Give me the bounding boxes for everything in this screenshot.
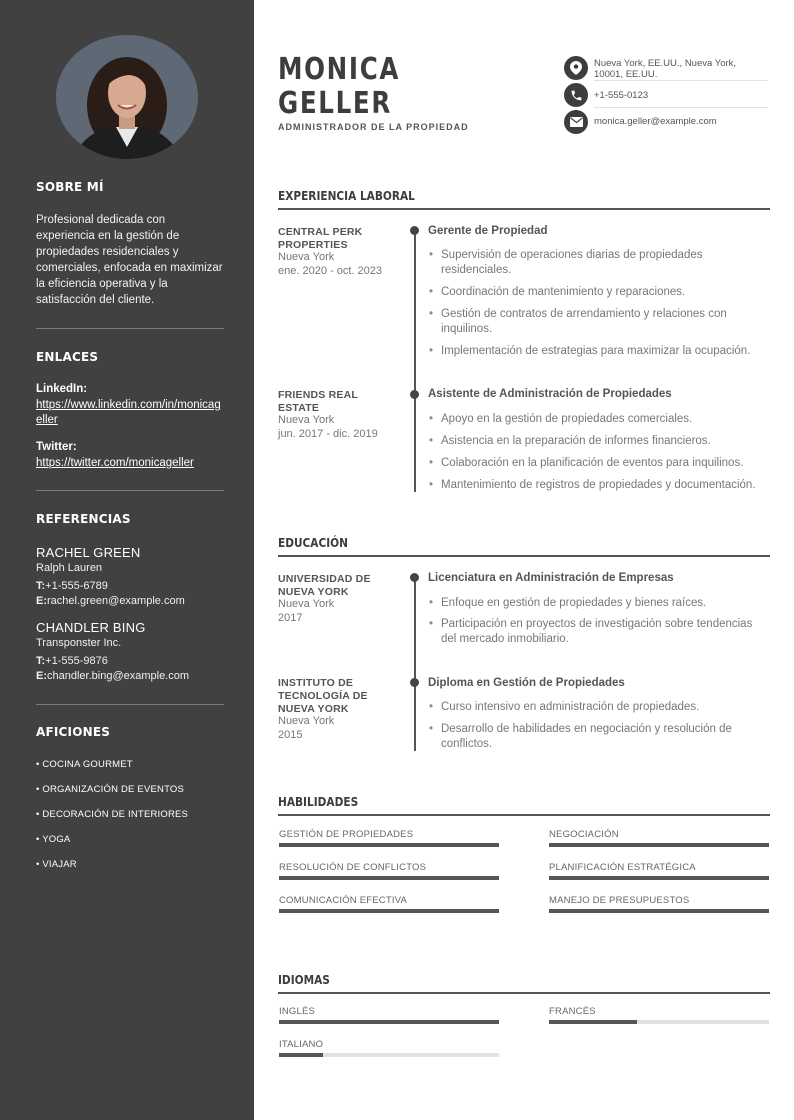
language-bar — [549, 1020, 769, 1024]
language-bar-fill — [279, 1020, 499, 1024]
twitter-label: Twitter: — [36, 441, 77, 453]
skill-label: MANEJO DE PRESUPUESTOS — [549, 895, 690, 906]
bullet-item: • Coordinación de mantenimiento y reparaciones. — [441, 285, 769, 300]
bullet-item: • Gestión de contratos de arrendamiento y relaciones con inquilinos. — [441, 307, 769, 337]
language-bar — [279, 1020, 499, 1024]
school-name: INSTITUTO DE TECNOLOGÍA DE NUEVA YORK — [278, 677, 368, 715]
employer-name: FRIENDS REAL ESTATE — [278, 389, 358, 414]
timeline-dot — [410, 573, 419, 582]
contact-phone: +1-555-0123 — [594, 90, 649, 101]
skill-label: NEGOCIACIÓN — [549, 829, 619, 840]
reference-email — [36, 670, 189, 682]
contact-email[interactable]: monica.geller@example.com — [594, 116, 717, 127]
bullet-item: • Enfoque en gestión de propiedades y bienes raíces. — [441, 596, 769, 611]
degree-title: Diploma en Gestión de Propiedades — [428, 677, 625, 689]
phone-label: T: — [36, 580, 46, 592]
bullet-item: • Asistencia en la preparación de informes financieros. — [441, 434, 769, 449]
bullet-item: • Participación en proyectos de investigación sobre tendencias del mercado inmobiliario. — [441, 617, 769, 647]
skill-bar — [549, 843, 769, 847]
email-value: chandler.bing@example.com — [47, 670, 190, 682]
language-bar-fill — [279, 1053, 323, 1057]
timeline-line — [414, 230, 416, 492]
job-title: Asistente de Administración de Propiedades — [428, 388, 672, 400]
skill-bar — [279, 876, 499, 880]
timeline-line — [414, 577, 416, 751]
skill-bar — [279, 843, 499, 847]
skill-bar-fill — [279, 876, 499, 880]
bullet-item: • Apoyo en la gestión de propiedades comerciales. — [441, 412, 769, 427]
skill-bar-fill — [279, 843, 499, 847]
email-value: rachel.green@example.com — [47, 595, 185, 607]
email-label: E: — [36, 595, 47, 607]
skill-bar — [549, 909, 769, 913]
languages-heading: IDIOMAS — [278, 973, 330, 987]
skill-bar-fill — [279, 909, 499, 913]
degree-title: Licenciatura en Administración de Empresas — [428, 572, 674, 584]
experience-heading: EXPERIENCIA LABORAL — [278, 189, 415, 203]
hobby-item: • VIAJAR — [36, 859, 77, 870]
phone-value: +1-555-6789 — [45, 580, 108, 592]
job-title: Gerente de Propiedad — [428, 225, 548, 237]
employment-dates: jun. 2017 - dic. 2019 — [278, 428, 378, 440]
language-label: INGLÉS — [279, 1006, 316, 1017]
graduation-year: 2015 — [278, 729, 303, 741]
language-bar-fill — [549, 1020, 637, 1024]
graduation-year: 2017 — [278, 612, 303, 624]
skills-heading: HABILIDADES — [278, 795, 359, 809]
divider — [36, 328, 224, 329]
phone-value: +1-555-9876 — [45, 655, 108, 667]
employment-dates: ene. 2020 - oct. 2023 — [278, 265, 382, 277]
reference-phone — [36, 580, 108, 592]
job-role: ADMINISTRADOR DE LA PROPIEDAD — [278, 122, 469, 132]
timeline-dot — [410, 390, 419, 399]
reference-name: RACHEL GREEN — [36, 545, 141, 560]
hobby-item: • YOGA — [36, 834, 71, 845]
skill-bar-fill — [549, 843, 769, 847]
phone-icon — [564, 83, 588, 107]
location-pin-icon — [564, 56, 588, 80]
skill-label: PLANIFICACIÓN ESTRATÉGICA — [549, 862, 696, 873]
divider — [594, 107, 768, 108]
section-rule — [278, 555, 770, 557]
section-rule — [278, 814, 770, 816]
timeline-dot — [410, 678, 419, 687]
hobby-item: • COCINA GOURMET — [36, 759, 133, 770]
skill-bar — [549, 876, 769, 880]
school-location: Nueva York — [278, 715, 335, 727]
employer-location: Nueva York — [278, 251, 335, 263]
bullet-item: • Implementación de estrategias para maximizar la ocupación. — [441, 344, 769, 359]
last-name: GELLER — [278, 86, 392, 121]
employer-name: CENTRAL PERK PROPERTIES — [278, 226, 363, 251]
about-heading: SOBRE MÍ — [36, 180, 104, 194]
school-location: Nueva York — [278, 598, 335, 610]
linkedin-label: LinkedIn: — [36, 383, 88, 395]
reference-email — [36, 595, 185, 607]
skill-label: COMUNICACIÓN EFECTIVA — [279, 895, 408, 906]
about-text: Profesional dedicada con experiencia en la gestión de propiedades residenciales y comerciales, enfocada en maximizar la eficiencia operativa y la satisfacción del cliente. — [36, 214, 223, 306]
skill-bar-fill — [549, 909, 769, 913]
language-label: FRANCÉS — [549, 1006, 596, 1017]
links-heading: ENLACES — [36, 350, 99, 364]
linkedin-link[interactable]: https://www.linkedin.com/in/monicageller — [36, 399, 221, 426]
hobby-item: • DECORACIÓN DE INTERIORES — [36, 809, 189, 820]
education-heading: EDUCACIÓN — [278, 536, 348, 550]
section-rule — [278, 992, 770, 994]
hobbies-heading: AFICIONES — [36, 725, 111, 739]
skill-label: GESTIÓN DE PROPIEDADES — [279, 829, 414, 840]
email-label: E: — [36, 670, 47, 682]
bullet-item: • Mantenimiento de registros de propiedades y documentación. — [441, 478, 769, 493]
bullet-item: • Desarrollo de habilidades en negociación y resolución de conflictos. — [441, 722, 769, 752]
section-rule — [278, 208, 770, 210]
profile-photo — [56, 35, 198, 159]
phone-label: T: — [36, 655, 46, 667]
first-name: MONICA — [278, 52, 401, 87]
reference-company: Ralph Lauren — [36, 562, 103, 574]
bullet-item: • Colaboración en la planificación de eventos para inquilinos. — [441, 456, 769, 471]
sidebar — [0, 0, 254, 1120]
contact-address: Nueva York, EE.UU., Nueva York, 10001, EE.UU. — [594, 58, 737, 80]
bullet-item: • Supervisión de operaciones diarias de propiedades residenciales. — [441, 248, 769, 278]
reference-name: CHANDLER BING — [36, 620, 146, 635]
reference-company: Transponster Inc. — [36, 637, 122, 649]
language-bar — [279, 1053, 499, 1057]
divider — [36, 704, 224, 705]
twitter-link[interactable]: https://twitter.com/monicageller — [36, 457, 194, 469]
envelope-icon — [564, 110, 588, 134]
skill-bar-fill — [549, 876, 769, 880]
hobby-item: • ORGANIZACIÓN DE EVENTOS — [36, 784, 185, 795]
school-name: UNIVERSIDAD DE NUEVA YORK — [278, 573, 371, 598]
bullet-item: • Curso intensivo en administración de propiedades. — [441, 700, 769, 715]
divider — [594, 80, 768, 81]
language-label: ITALIANO — [279, 1039, 324, 1050]
skill-label: RESOLUCIÓN DE CONFLICTOS — [279, 862, 427, 873]
reference-phone — [36, 655, 108, 667]
employer-location: Nueva York — [278, 414, 335, 426]
skill-bar — [279, 909, 499, 913]
timeline-dot — [410, 226, 419, 235]
references-heading: REFERENCIAS — [36, 512, 131, 526]
divider — [36, 490, 224, 491]
